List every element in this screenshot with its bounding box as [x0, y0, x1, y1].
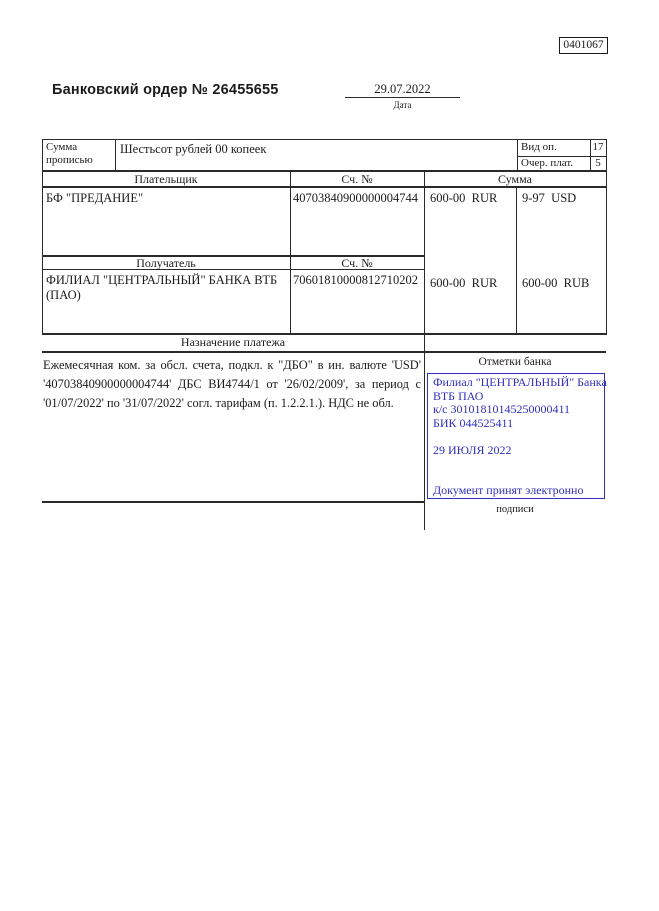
receiver-account: 70601810000812710202: [293, 273, 418, 287]
document-title: Банковский ордер № 26455655: [52, 82, 279, 98]
stamp-accepted-note: Документ принят электронно: [433, 483, 584, 497]
account-amount-divider: [424, 170, 425, 530]
date-underline: [345, 97, 460, 98]
priority-label: Очер. плат.: [521, 157, 574, 169]
payer-column-header: Плательщик: [134, 172, 198, 186]
table-border-right: [606, 139, 607, 335]
payer-name: БФ "ПРЕДАНИЕ": [46, 191, 144, 205]
stamp-line: ВТБ ПАО: [433, 388, 484, 403]
form-code-box: [559, 37, 608, 54]
stamp-date: 29 ИЮЛЯ 2022: [433, 442, 512, 457]
amount-words-value: Шестьсот рублей 00 копеек: [120, 142, 267, 156]
bank-marks-label: Отметки банка: [478, 356, 552, 368]
signature-line: [42, 501, 424, 503]
stamp-line-blank: [433, 471, 599, 485]
receiver-column-header: Получатель: [136, 256, 196, 270]
receiver-name: ФИЛИАЛ "ЦЕНТРАЛЬНЫЙ" БАНКА ВТБ (ПАО): [46, 273, 278, 302]
receiver-amount-rub: 600-00 RUB: [522, 276, 590, 290]
op-type-label: Вид оп.: [521, 141, 557, 153]
table-border-top: [42, 139, 606, 140]
payer-account: 40703840900000004744: [293, 191, 418, 205]
stamp-line: к/с 30101810145250000411: [433, 402, 571, 416]
date-value: 29.07.2022: [374, 82, 431, 96]
op-type-cell-left: [517, 139, 518, 170]
purpose-header: Назначение платежа: [180, 335, 286, 349]
signatures-label: подписи: [496, 504, 534, 515]
payer-amount-rur: 600-00 RUR: [430, 191, 498, 205]
stamp-line: БИК 044525411: [433, 415, 514, 430]
purpose-header-bottom: [42, 351, 606, 353]
stamp-line-blank: [433, 430, 599, 444]
stamp-line-blank: [433, 457, 599, 471]
payer-amount-usd: 9-97 USD: [522, 191, 577, 205]
bank-stamp: [427, 373, 605, 499]
stamp-line: Филиал "ЦЕНТРАЛЬНЫЙ" Банка: [433, 375, 607, 389]
amount-words-label-divider: [115, 139, 116, 170]
date-label: Дата: [393, 100, 412, 110]
amount-column-header: Сумма: [498, 172, 532, 186]
priority-value: 5: [595, 157, 601, 169]
amount-currency-divider: [516, 186, 517, 333]
op-type-value: 17: [592, 141, 604, 153]
purpose-text: Ежемесячная ком. за обсл. счета, подкл. к "ДБО" в ин. валюте 'USD' '40703840900000004744' ДБС ВИ4744/1 от '26/02/2009', за период с '01/07/2022' по '31/07/2022' согл. тарифам (п. 1.2.2.1.). НДС не обл.: [43, 358, 421, 410]
form-code: 0401067: [563, 39, 604, 51]
table-border-left: [42, 139, 43, 335]
receiver-account-column-header: Сч. №: [341, 256, 373, 270]
payer-account-divider: [290, 170, 291, 333]
receiver-amount-rur: 600-00 RUR: [430, 276, 498, 290]
amount-words-label: Сумма прописью: [46, 141, 93, 166]
payer-account-column-header: Сч. №: [341, 172, 373, 186]
